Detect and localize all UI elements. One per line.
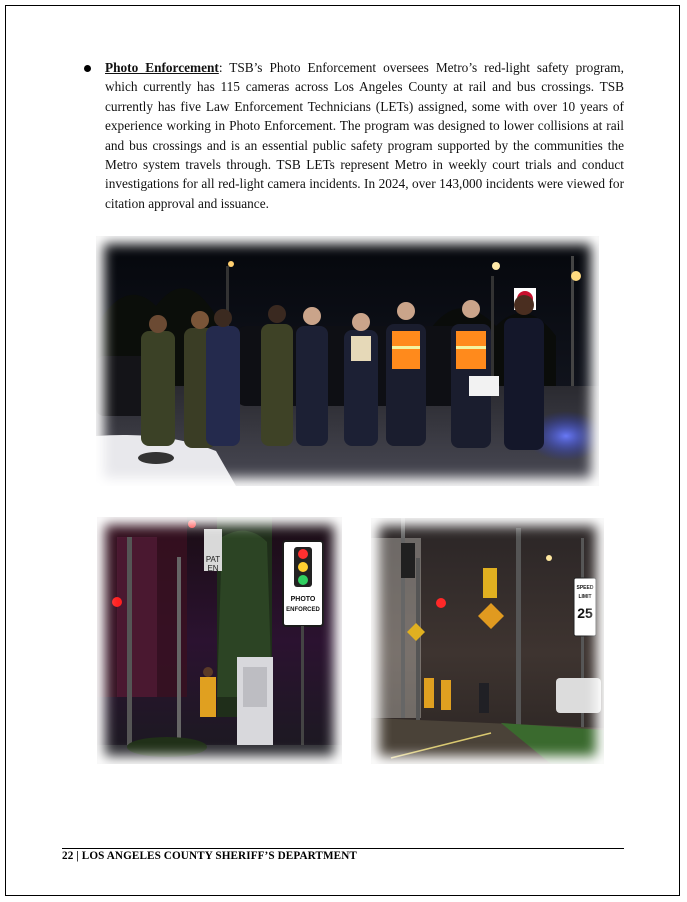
intersection-photo-right-image [371, 518, 604, 764]
footer-separator: | [76, 850, 79, 862]
intersection-photo-left-image [97, 517, 342, 764]
bullet-icon [84, 65, 91, 72]
photo-enforcement-bullet [84, 58, 624, 213]
group-photo [96, 236, 599, 486]
pole-sign-text-2: EN [207, 564, 219, 573]
photo-enforcement-paragraph [105, 58, 624, 213]
pole-sign-text: PAT [205, 555, 221, 564]
intersection-photo-right [371, 518, 604, 764]
paragraph-lead: Photo Enforcement [105, 60, 219, 75]
group-photo-image [96, 236, 599, 486]
photo-sign-bottom: ENFORCED [286, 607, 320, 613]
department-name: LOS ANGELES COUNTY SHERIFF’S DEPARTMENT [81, 850, 357, 862]
page-footer [62, 850, 357, 862]
speed-sign-value: 25 [577, 605, 593, 621]
intersection-photo-left [97, 517, 342, 764]
speed-sign-mid: LIMIT [578, 594, 592, 600]
speed-sign-top: SPEED [576, 585, 594, 591]
photo-sign-top: PHOTO [290, 596, 316, 603]
page-number: 22 [62, 850, 74, 862]
paragraph-body: : TSB’s Photo Enforcement oversees Metro’s red-light safety program, which currently has 115 cameras across Los Angeles County at rail and bus crossings. TSB currently has five Law Enforcement Technicians (LETs) assigned, some with over 10 years of experience working in Photo Enforcement. The program was designed to lower collisions at rail and bus crossings and is an essential public safety program supported by the communities the Metro system travels through. TSB LETs represent Metro in weekly court trials and conduct investigations for all red-light camera incidents. In 2024, over 143,000 incidents were viewed for citation approval and issuance. [105, 60, 624, 211]
footer-rule [62, 848, 624, 849]
